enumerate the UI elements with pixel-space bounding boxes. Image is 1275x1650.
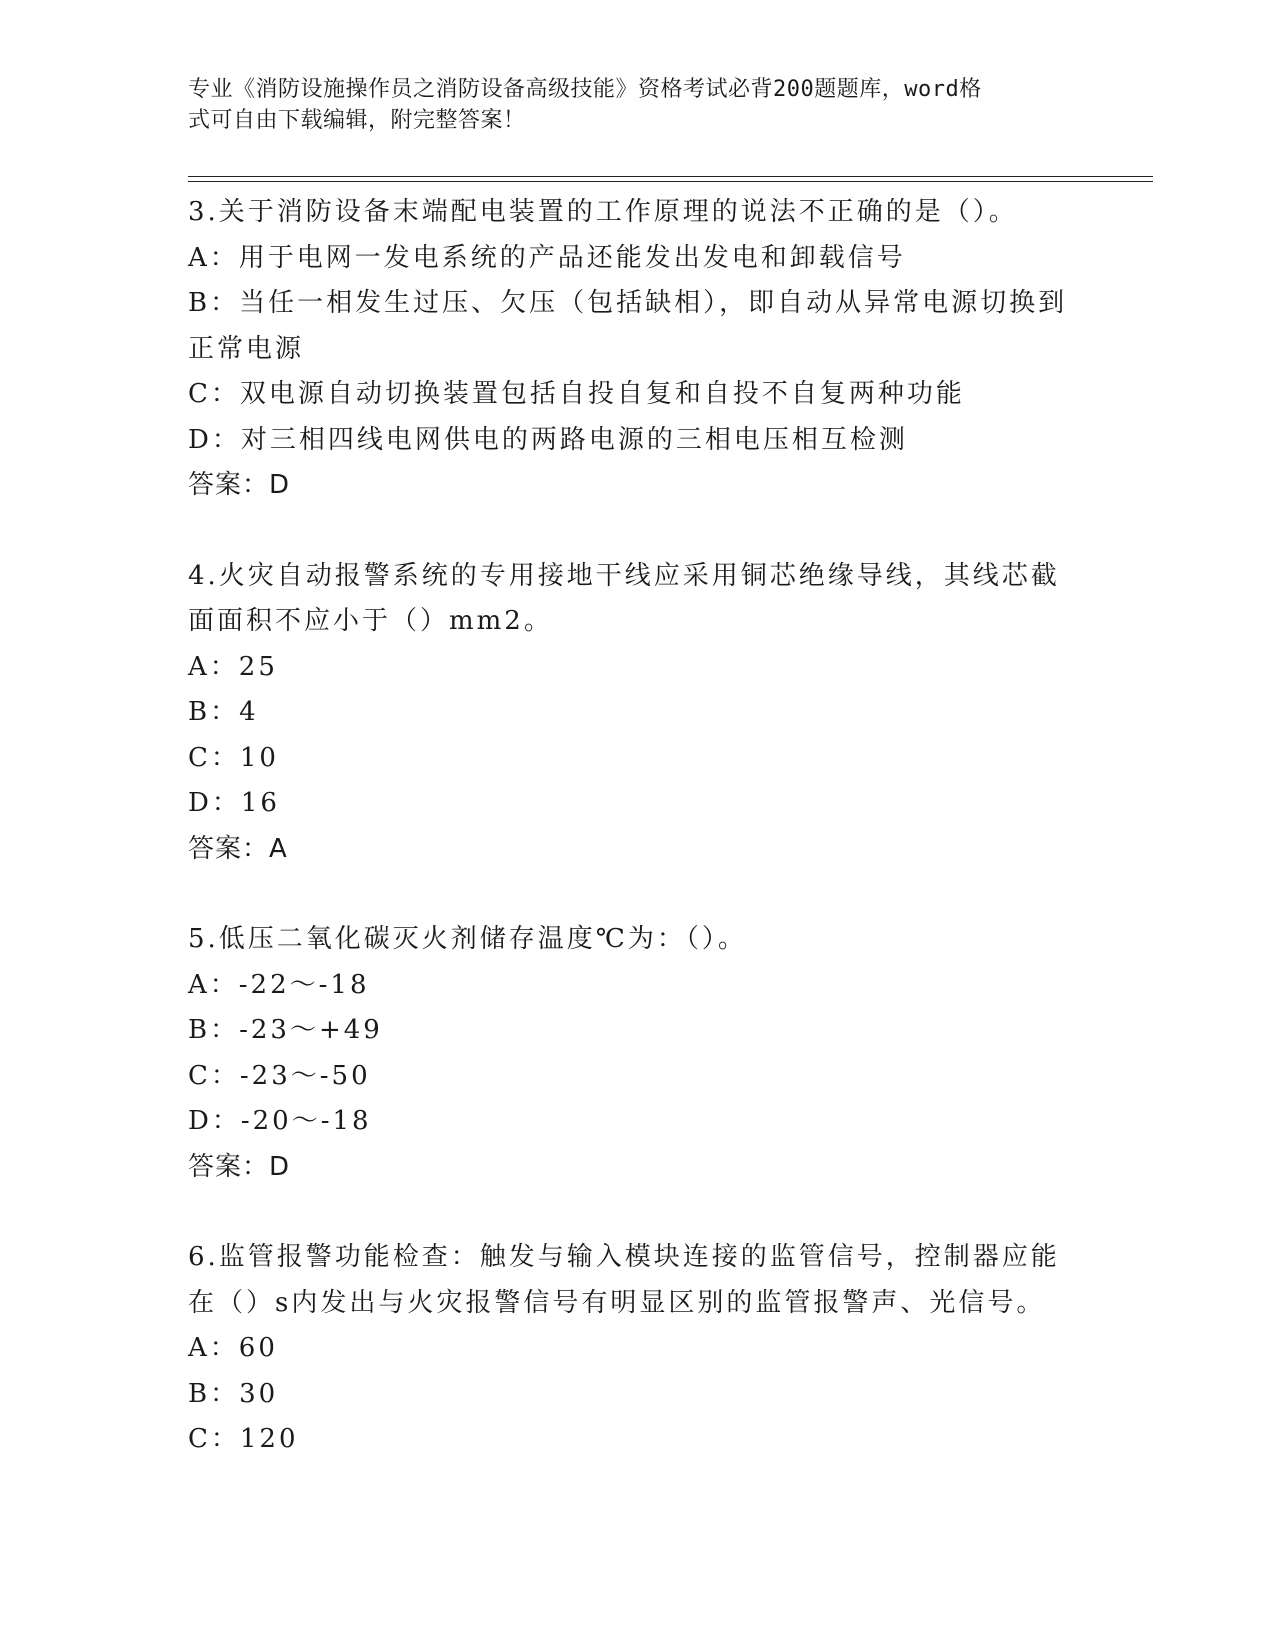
header-line-2: 式可自由下载编辑，附完整答案！: [188, 108, 526, 133]
option-c: C：10: [188, 742, 279, 773]
option-b: B：30: [188, 1378, 279, 1409]
option-c: C：双电源自动切换装置包括自投自复和自投不自复两种功能: [188, 379, 965, 409]
option-d: D：对三相四线电网供电的两路电源的三相电压相互检测: [188, 424, 908, 455]
question-stem-continued: 在（）s内发出与火灾报警信号有明显区别的监管报警声、光信号。: [188, 1287, 1046, 1318]
question-stem-continued: 面面积不应小于（）mm2。: [188, 606, 553, 636]
option-c: C：-23～-50: [188, 1060, 371, 1091]
option-a: A：60: [188, 1333, 278, 1363]
answer: 答案：D: [188, 470, 291, 500]
option-a: A：用于电网一发电系统的产品还能发出发电和卸载信号: [188, 242, 906, 273]
option-b: B：4: [188, 697, 259, 727]
option-a: A：-22～-18: [188, 969, 370, 1000]
header-divider-top: [188, 176, 1153, 177]
option-a: A：25: [188, 651, 278, 682]
question-list: [188, 190, 1088, 1463]
option-b-continued: 正常电源: [188, 333, 305, 364]
header-divider-bottom: [188, 181, 1153, 182]
question-stem: 5.低压二氧化碳灭火剂储存温度℃为：（）。: [188, 924, 747, 954]
question-3: [188, 190, 1088, 509]
header-line-1: 专业《消防设施操作员之消防设备高级技能》资格考试必背200题题库，word格: [188, 77, 982, 102]
question-stem: 4.火灾自动报警系统的专用接地干线应采用铜芯绝缘导线，其线芯截: [188, 560, 1060, 591]
option-d: D：16: [188, 788, 280, 818]
answer: 答案：D: [188, 1151, 291, 1182]
question-4: [188, 554, 1088, 873]
question-stem: 6.监管报警功能检查：触发与输入模块连接的监管信号，控制器应能: [188, 1242, 1060, 1272]
question-5: [188, 917, 1088, 1190]
answer: 答案：A: [188, 833, 288, 864]
document-header: [188, 74, 1068, 136]
option-d: D：-20～-18: [188, 1106, 372, 1136]
option-c: C：120: [188, 1424, 299, 1454]
question-stem: 3.关于消防设备末端配电装置的工作原理的说法不正确的是（）。: [188, 197, 1018, 227]
option-b: B：当任一相发生过压、欠压（包括缺相），即自动从异常电源切换到: [188, 288, 1068, 318]
option-b: B：-23～+49: [188, 1015, 383, 1045]
question-6: [188, 1235, 1088, 1463]
